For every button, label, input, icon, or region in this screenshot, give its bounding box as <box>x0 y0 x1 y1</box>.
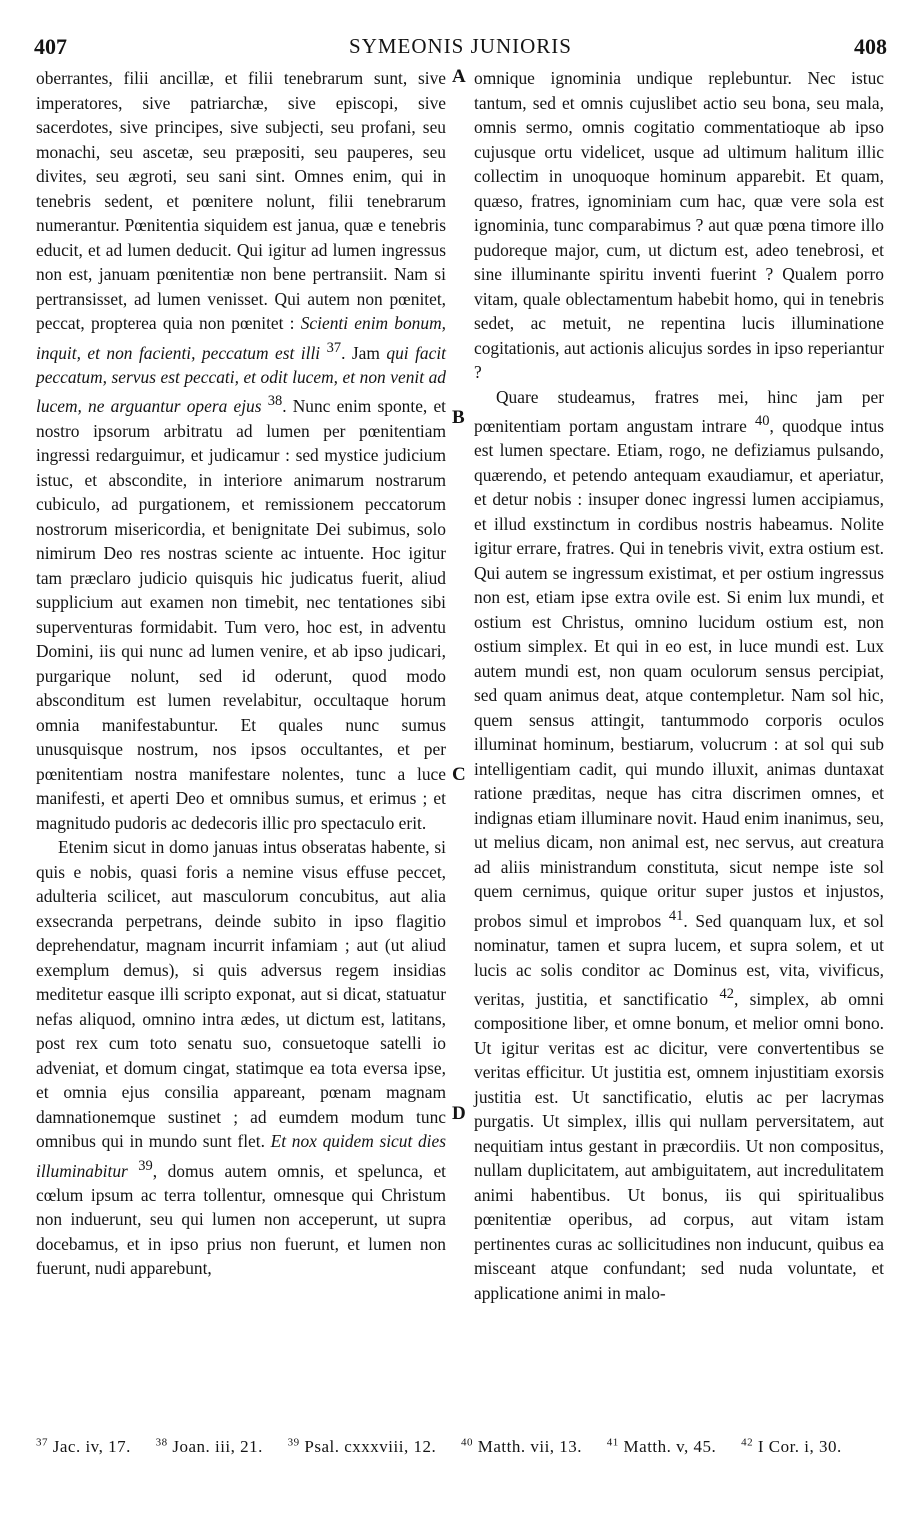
running-title: SYMEONIS JUNIORIS <box>349 34 572 58</box>
footnote <box>741 1437 842 1456</box>
footnote-number: 41 <box>606 1436 619 1448</box>
footnote-ref: 42 <box>719 986 734 1003</box>
page-number-right: 408 <box>854 34 887 59</box>
footnote-ref: 41 <box>668 907 684 924</box>
page-number-left: 407 <box>34 34 67 59</box>
text-run: . Sed quanquam lux, et sol nominatur, tamen et supra lucem, et supra solem, et ut lucis ac solis conditor ac Dominus est, vita, vivificus, veritas, justitia, et sanctificatio <box>474 910 884 1009</box>
text-run: , quodque intus est lumen spectare. Etiam, rogo, ne defiziamus pulsando, quærendo, et petendo antequam exaudiamur, et aperiatur, et detur nobis : insuper donec ingressi lumen accipiamus, et illud exstinctum in cordibus nostris habeamus. Nolite igitur errare, fratres. Qui in tenebris vivit, extra ostium est. Qui autem se ingressum existimat, et per ostium ingressus non est, etiam ipse extra ovile est. Si enim lux mundi, et ostium est Christus, omnino lucidum ostium est, non ostium simplex. Et qui in eo est, in luce mundi est. Lux autem mundi est, non quam oculorum sensus percipiat, sed quam animus deat, atque contempletur. Nam sol hic, quem sensus attingit, tantummodo corporis oculos illuminat hominum, bestiarum, volucrum : at sol qui sub intelligentiam cadit, qui mundo illuxit, animas duntaxat ratione præditas, neque has citra discrimen omnes, et indignas etiam illuminare novit. Haud enim inanimus, seu, ut melius dicam, non animal est, nec servus, aut creatura ad aliis ministrandum constituta, sicut nempe iste sol quem cernimus, quique oritur super justos et injustos, probos simul et improbos <box>474 415 884 931</box>
footnote-text: Matth. v, 45. <box>623 1436 717 1456</box>
footnotes <box>36 1430 886 1459</box>
text-run: . Nunc enim sponte, et nostro ipsorum arbitratu ad lumen per pœnitentiam ingressi redarguimur, et judicamur : sed mystice judicium istuc, et abscondite, in interiore animarum nostrarum cubiculo, ad purgationem, et remissionem peccatorum nostrorum misericordia, et benignitate Dei subimus, solo nimirum Deo res nostras sciente ac intuente. Hoc igitur tam præclaro judicio quisquis hic judicatus fuerit, aliud supplicium aut examen non timebit, nec tentationes sibi superventuras formidabit. Tum vero, hoc est, in adventu Domini, iis qui nunc ad lumen venire, et ab ipso judicari, purgarique nolunt, sed id oderunt, quod modo absconditum est lumen revelabitur, occultaque horum omnia manifestabuntur. Et quales nunc sumus unusquisque nostrum, nos ipsos occultantes, et per pœnitentiam nostra manifestare nolentes, tunc a luce manifesti, et aperti Deo et omnibus sumus, et erimus ; et magnitudo pudoris ac dedecoris illic pro spectaculo erit. <box>36 396 447 833</box>
left-paragraph-1 <box>36 66 446 835</box>
footnote-number: 42 <box>741 1436 754 1448</box>
left-column <box>36 66 446 1281</box>
footnote-text: Joan. iii, 21. <box>172 1436 263 1456</box>
footnote-ref: 37 <box>326 339 342 356</box>
footnote-ref: 39 <box>138 1157 153 1174</box>
text-run: , domus autem omnis, et spelunca, et cœlum ipsum ac terra tollentur, omnesque qui Christum non induerunt, seu qui lumen non acceperunt, ut supra docebamus, et in ipso prius non fuerunt, et lumen non fuerunt, nudi apparebunt, <box>36 1160 446 1279</box>
margin-marker-d: D <box>452 1103 466 1124</box>
scripture-quote: Et nox quidem sicut dies illuminabitur <box>36 1131 446 1181</box>
right-paragraph-2 <box>474 385 884 1306</box>
margin-marker-c: C <box>452 764 466 785</box>
footnote-text: Psal. cxxxviii, 12. <box>304 1436 437 1456</box>
footnote-number: 38 <box>155 1436 168 1448</box>
page-header <box>0 34 921 64</box>
footnote-text: I Cor. i, 30. <box>757 1436 842 1456</box>
right-column <box>474 66 884 1305</box>
margin-marker-a: A <box>452 66 466 87</box>
right-paragraph-1: omnique ignominia undique replebuntur. Nec istuc tantum, sed et omnis cujuslibet actio seu bona, seu mala, omnis sermo, omnis cogitatio commentatioque ab ipso cujusque ortu videlicet, usque ad ultimum halitum illic collectim in unoquoque hominum apparebit. Et quam, quæso, fratres, ignominiam cum hac, quæ vere sola est ignominia, tunc comparabimus ? aut quæ pœna timore illo pudoreque major, cum, ut dictum est, adeo tenebrosi, et sine illuminante spiritu inventi fuerint ? Qualem porro vitam, quale oblectamentum habebit homo, qui in tenebris sedet, ac metuit, ne repentina lucis illuminatione cogitationis, aut actionis alicujus sordes in ipso reperiantur ? <box>474 68 884 382</box>
left-paragraph-2 <box>36 835 446 1281</box>
footnote-number: 39 <box>287 1436 300 1448</box>
margin-marker-b: B <box>452 407 465 428</box>
footnote <box>461 1437 582 1456</box>
text-run: , simplex, ab omni compositione liber, et omne bonum, et melior omni bono. Ut igitur veritas est ac dicitur, vere convertentibus se veritas efficitur. Ut justitia est, omnem injustitiam exorsis justitia est. Ut sanctificatio, elutis ac per lacrymas purgatis. Ut simplex, illis qui nullam perversitatem, aut nequitiam intus gestant in præcordiis. Ut non compositus, nullam duplicitatem, aut ambiguitatem, aut incredulitatem animi habentibus. Ut bonus, iis qui spiritualibus pœnitentiæ operibus, ad corpus, aut vitam istam pertinentes curas ac sollicitudines non inducunt, quibus ea misceant atque confundant; sed nuda voluntate, et applicatione animi in malo- <box>474 988 884 1303</box>
footnote-text: Matth. vii, 13. <box>477 1436 583 1456</box>
footnote-number: 37 <box>36 1436 48 1448</box>
text-run: oberrantes, filii ancillæ, et filii tenebrarum sunt, sive imperatores, sive patriarchæ, sive episcopi, sive sacerdotes, sive principes, sive subjecti, seu profani, seu monachi, seu ascetæ, seu præpositi, seu pauperes, seu divites, seu ægroti, seu sani sint. Omnes enim, qui in tenebris sedent, et pœnitere nolunt, filii tenebrarum numerantur. Pœnitentia siquidem est janua, quæ e tenebris educit, et ad lumen deducit. Qui igitur ad lumen ingressus non est, januam pœnitentiæ non bene pertransiit. Nam si pertransisset, ad lumen venisset. Qui autem non pœnitet, peccat, propterea quia non pœnitet : <box>36 68 446 333</box>
footnote-number: 40 <box>460 1436 473 1448</box>
scripture-quote: qui facit peccatum, servus est peccati, et odit lucem, et non venit ad lucem, ne arguantur opera ejus <box>36 342 446 417</box>
footnote-text: Jac. iv, 17. <box>52 1436 131 1456</box>
scripture-quote: Scienti enim bonum, inquit, et non facienti, peccatum est illi <box>36 313 446 363</box>
footnote <box>156 1437 263 1456</box>
text-run: Quare studeamus, fratres mei, hinc jam per pœnitentiam portam angustam intrare <box>474 386 884 436</box>
footnote <box>36 1437 131 1456</box>
text-run: . Jam <box>341 342 380 363</box>
text-run: Etenim sicut in domo januas intus obseratas habente, si quis e nobis, quasi foris a nemine visus effuse peccet, adulteria scilicet, aut masculorum concubitus, aut alia exsecranda perpetrans, deinde subito in ipso flagitio deprehendatur, magnam incurrit infamiam ; aut (ut aliud exemplum demus), si quis adversus regem insidias meditetur easque illi scripto exponat, aut si dicat, statuatur nefas aliquod, omnino intra ædes, ut dictum est, latitans, post rex cum toto senatu suo, consuetoque satelli io adveniat, et domum cingat, statimque ea tota eversa ipse, et omnia ejus consilia appareant, pœnam magnam damnationemque sustinet ; ad eumdem modum tunc omnibus qui in mundo sunt flet. <box>36 837 446 1152</box>
footnote-ref: 40 <box>755 413 770 429</box>
footnote <box>288 1437 437 1456</box>
footnote <box>607 1437 717 1456</box>
footnote-ref: 38 <box>267 393 283 410</box>
